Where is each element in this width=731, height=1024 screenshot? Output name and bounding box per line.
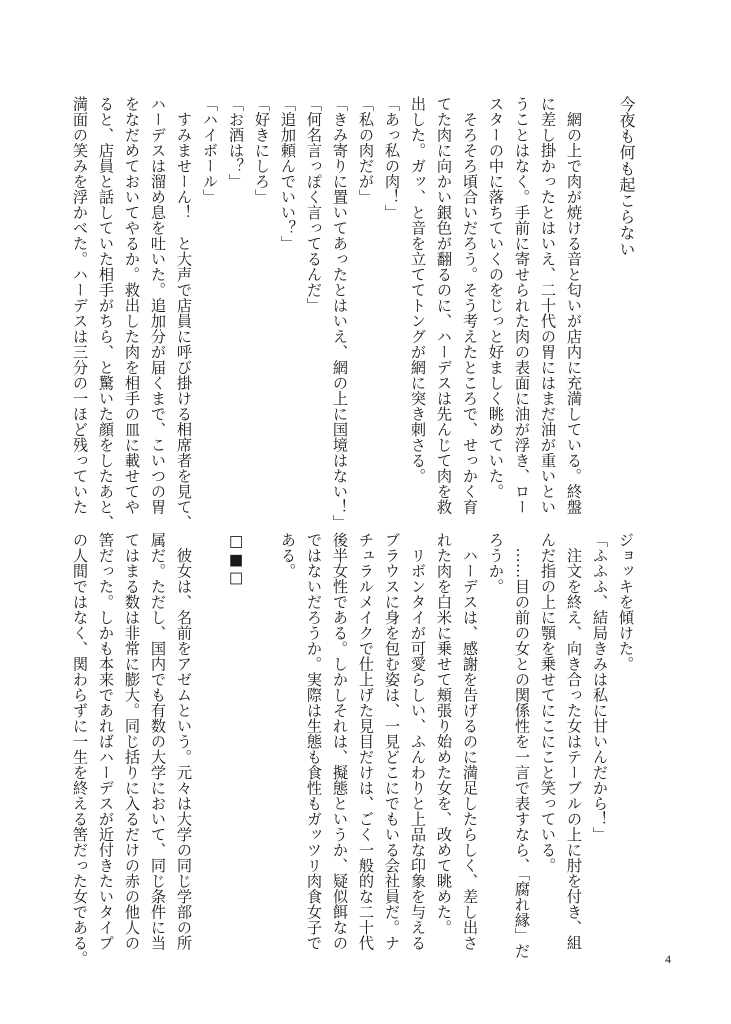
text-column: れた肉を白米に乗せて頬張り始めた女を、改めて眺めた。 <box>435 532 453 935</box>
text-column: ではないだろうか。実際は生態も食性もガッツリ肉食女子で <box>305 532 323 951</box>
text-column: リボンタイが可愛らしい、ふんわりと上品な印象を与える <box>409 532 427 951</box>
text-column: 筈だった。しかも本来であればハーデスが近付きたいタイプ <box>97 532 115 951</box>
text-column: 「ハイボール」 <box>201 96 219 205</box>
text-column: 満面の笑みを浮かべた。ハーデスは三分の一ほど残っていた <box>71 96 89 515</box>
text-column: 「私の肉だが」 <box>357 96 375 205</box>
text-column: 「ふふふ、結局きみは私に甘いんだから！」 <box>591 532 609 842</box>
page-number: 4 <box>665 952 671 966</box>
text-column: をなだめておいてやるか。救出した肉を相手の皿に載せてや <box>123 96 141 515</box>
text-column: 「きみ寄りに置いてあったとはいえ、網の上に国境はない！」 <box>331 96 349 530</box>
text-column: ハーデスは、感謝を告げるのに満足したらしく、差し出さ <box>461 532 479 951</box>
blank-column <box>197 532 223 952</box>
text-column: ると、店員と話していた相手がちら、と驚いた顔をしたあと、 <box>97 96 115 530</box>
lower-text-tier <box>67 532 639 966</box>
text-column: スターの中に落ちていくのをじっと好ましく眺めていた。 <box>487 96 505 499</box>
text-column: んだ指の上に顎を乗せてにこにこと笑っている。 <box>539 532 557 873</box>
text-column: ……目の前の女との関係性を一言で表すなら、「腐れ縁」だ <box>513 532 531 959</box>
text-column: うことはなく。手前に寄せられた肉の表面に油が浮き、ロー <box>513 96 531 515</box>
text-column: 注文を終え、向き合った女はテーブルの上に肘を付き、組 <box>565 532 583 951</box>
text-column: 「あっ私の肉！」 <box>383 96 401 220</box>
text-column: ジョッキを傾けた。 <box>617 532 635 672</box>
text-column: 出した。ガッ、と音を立ててトングが網に突き刺さる。 <box>409 96 427 484</box>
text-column: そろそろ頃合いだろう。そう考えたところで、せっかく育 <box>461 96 479 515</box>
text-column: 網の上で肉が焼ける音と匂いが店内に充満している。終盤 <box>565 96 583 515</box>
text-column: てはまる数は非常に膨大。同じ括りに入るだけの赤の他人の <box>123 532 141 951</box>
text-column: 「何名言っぽく言ってるんだ」 <box>305 96 323 313</box>
text-column: ある。 <box>279 532 297 579</box>
text-column: 彼女は、名前をアゼムという。元々は大学の同じ学部の所 <box>175 532 193 951</box>
text-column: 後半女性である。しかしそれは、擬態というか、疑似餌なの <box>331 532 349 951</box>
text-column: すみませーん！ と大声で店員に呼び掛ける相席者を見て、 <box>175 96 193 530</box>
blank-column <box>249 532 275 952</box>
text-column: 「追加頼んでいい？」 <box>279 96 297 251</box>
upper-text-tier <box>67 96 639 530</box>
text-column: 「お酒は？」 <box>227 96 245 189</box>
text-column: てた肉に向かい銀色が翻るのに、ハーデスは先んじて肉を救 <box>435 96 453 515</box>
text-column: 属だ。ただし、国内でも有数の大学において、同じ条件に当 <box>149 532 167 951</box>
text-column: ろうか。 <box>487 532 505 594</box>
text-column: ブラウスに身を包む姿は、一見どこにでもいる会社員だ。ナ <box>383 532 401 951</box>
text-column: の人間ではなく、関わらずに一生を終える筈だった女である。 <box>71 532 89 966</box>
section-break: □■□ <box>227 532 245 587</box>
text-column: チュラルメイクで仕上げた見目だけは、ごく一般的な二十代 <box>357 532 375 951</box>
text-column: に差し掛かったとはいえ、二十代の胃にはまだ油が重いとい <box>539 96 557 515</box>
text-column: 「好きにしろ」 <box>253 96 271 205</box>
text-column: ハーデスは溜め息を吐いた。追加分が届くまで、こいつの胃 <box>149 96 167 515</box>
chapter-title: 今夜も何も起こらない <box>617 96 636 257</box>
